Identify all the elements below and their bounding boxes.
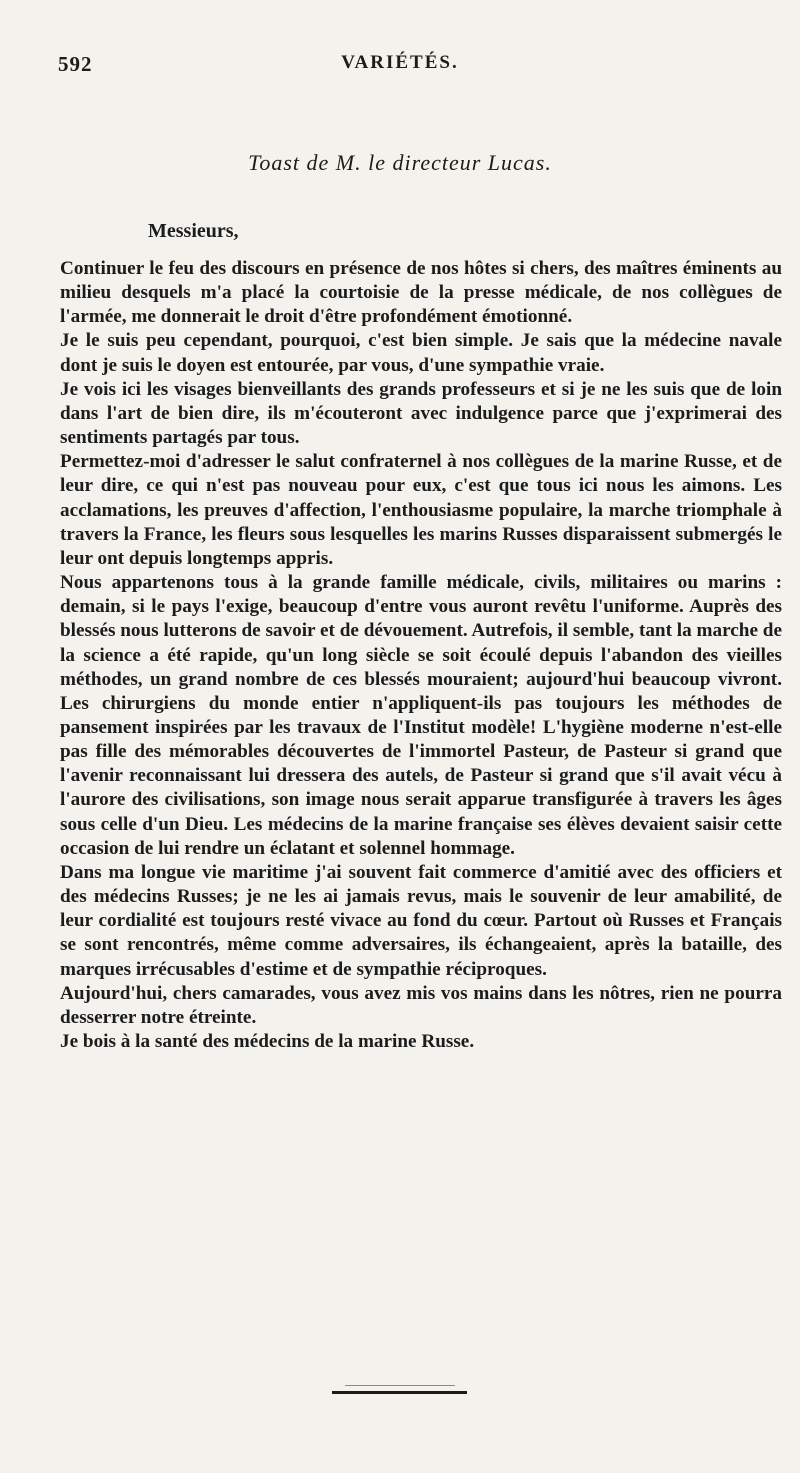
paragraph-5: Nous appartenons tous à la grande famille médicale, civils, militaires ou marins : demain, si le pays l'exige, beaucoup d'entre vous auront revêtu l'uniforme. Auprès des blessés nous lutterons de savoir et de dévouement. Autrefois, il semble, tant la marche de la science a été rapide, qu'un long siècle se soit écoulé depuis l'abandon des vieilles méthodes, un grand nombre de ces blessés mouraient; aujourd'hui beaucoup vivront. Les chirurgiens du monde entier n'appliquent-ils pas toujours les méthodes de pansement inspirées par les travaux de l'Institut modèle! L'hygiène moderne n'est-elle pas fille des mémorables découvertes de l'immortel Pasteur, de Pasteur si grand que l'avenir reconnaissant lui dressera des autels, de Pasteur si grand que s'il avait vécu à l'aurore des civilisations, son image nous serait apparue transfigurée à travers les âges sous celle d'un Dieu. Les médecins de la marine française ses élèves devaient saisir cette occasion de lui rendre un éclatant et solennel hommage. [60, 572, 782, 859]
toast-title: Toast de M. le directeur Lucas. [248, 150, 552, 175]
paragraph-3: Je vois ici les visages bienveillants des grands professeurs et si je ne les suis que de loin dans l'art de bien dire, ils m'écouteront avec indulgence parce que j'exprimerai des sentiments partagés par tous. [60, 378, 782, 449]
paragraph-4: Permettez-moi d'adresser le salut confraternel à nos collègues de la marine Russe, et de leur dire, ce qui n'est pas nouveau pour eux, c'est que tous ici nous les aimons. Les acclamations, les preuves d'affection, l'enthousiasme populaire, la marche triomphale à travers la France, les fleurs sous lesquelles les marins Russes disparaissent submergés le leur ont depuis longtemps appris. [60, 451, 782, 569]
paragraph-2: Je le suis peu cependant, pourquoi, c'est bien simple. Je sais que la médecine navale dont je suis le doyen est entourée, par vous, d'une sympathie vraie. [60, 330, 782, 376]
running-title: VARIÉTÉS. [341, 52, 459, 73]
page-number: 592 [58, 52, 93, 76]
section-divider-thin [345, 1385, 455, 1386]
salutation: Messieurs, [148, 220, 239, 242]
page-header [58, 52, 742, 82]
section-divider [332, 1391, 467, 1394]
paragraph-1: Continuer le feu des discours en présence de nos hôtes si chers, des maîtres éminents au milieu desquels m'a placé la courtoisie de la presse médicale, de nos collègues de l'armée, me donnerait le droit d'être profondément émotionné. [60, 258, 782, 328]
paragraph-6: Dans ma longue vie maritime j'ai souvent fait commerce d'amitié avec des officiers et des médecins Russes; je ne les ai jamais revus, mais le souvenir de leur amabilité, de leur cordialité est toujours resté vivace au fond du cœur. Partout où Russes et Français se sont rencontrés, même comme adversaires, ils échangeaient, après la bataille, des marques irrécusables d'estime et de sympathie réciproques. [60, 861, 782, 980]
body-text [60, 257, 782, 1054]
paragraph-7: Aujourd'hui, chers camarades, vous avez mis vos mains dans les nôtres, rien ne pourra desserrer notre étreinte. [60, 982, 782, 1028]
paragraph-8: Je bois à la santé des médecins de la marine Russe. [60, 1031, 475, 1052]
